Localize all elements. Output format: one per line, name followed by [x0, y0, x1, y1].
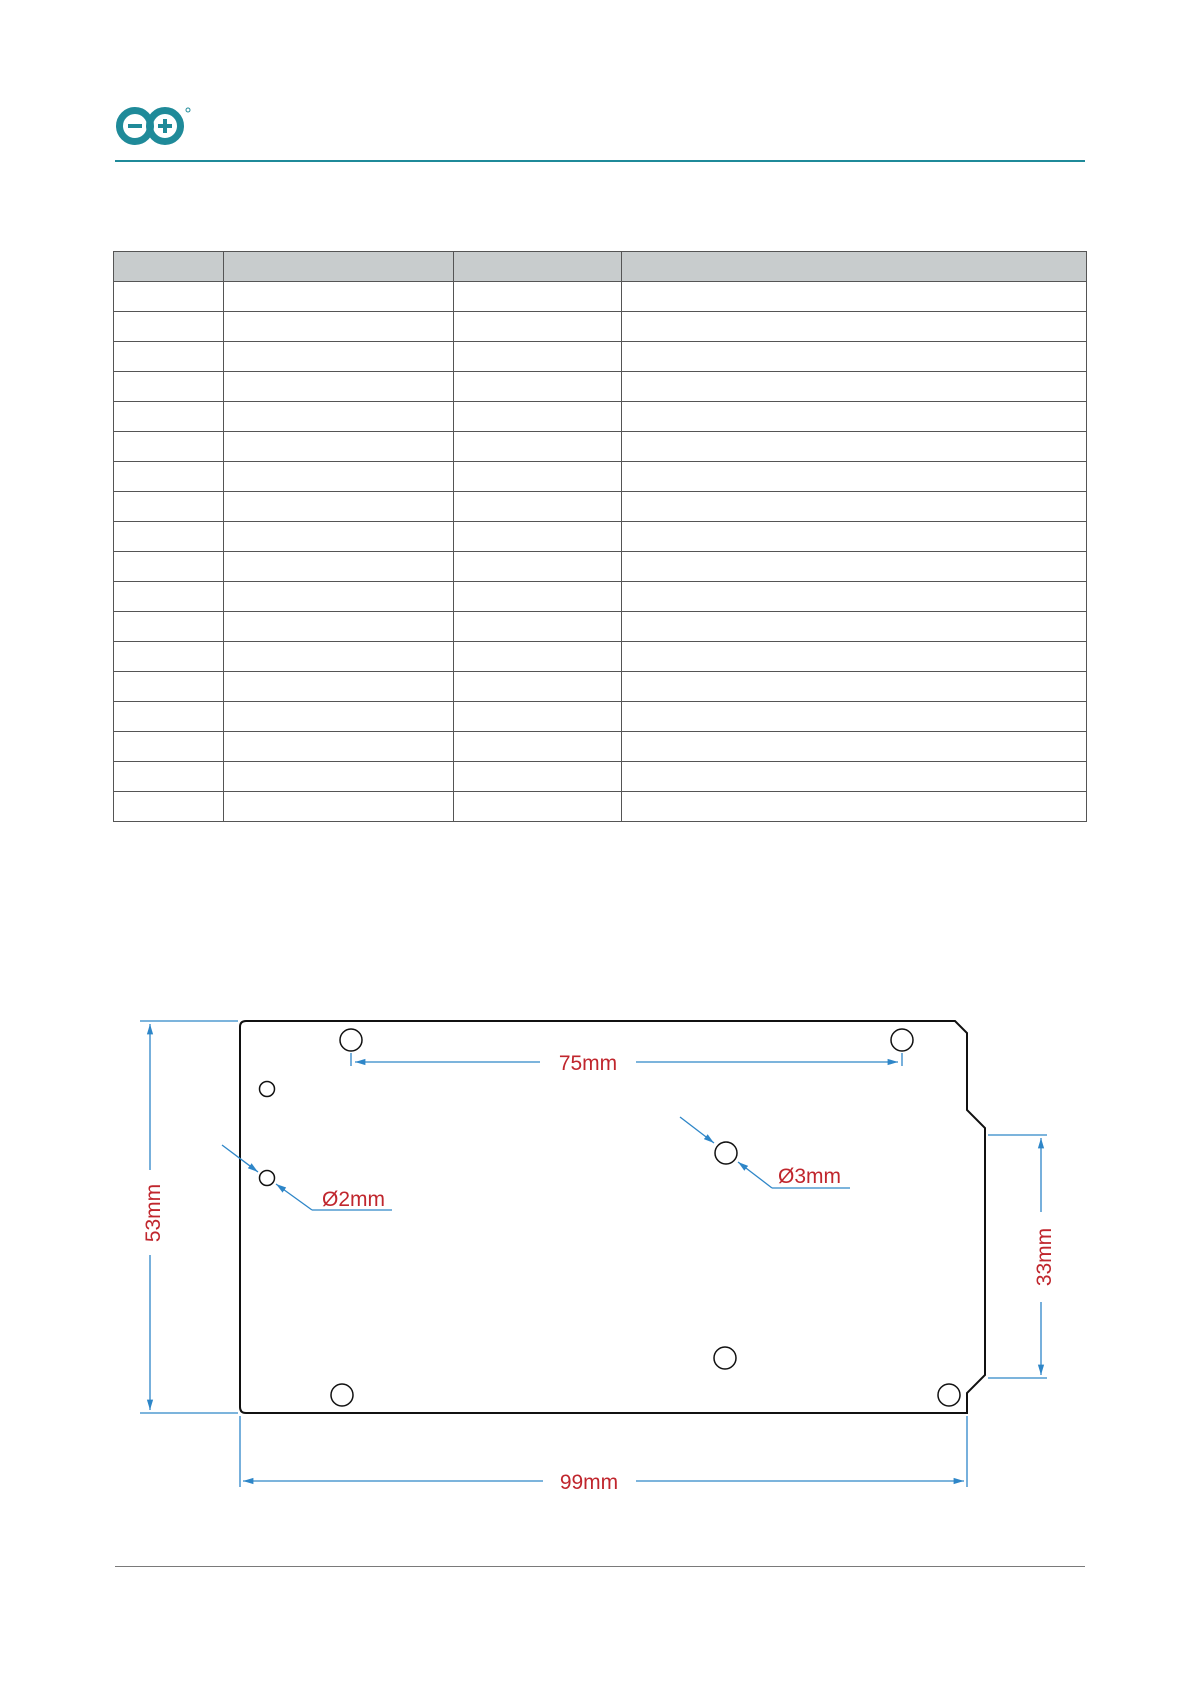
table-cell: [224, 762, 454, 792]
table-cell: [224, 702, 454, 732]
table-cell: [114, 582, 224, 612]
table-cell: [454, 702, 622, 732]
table-cell: [454, 612, 622, 642]
table-cell: [454, 492, 622, 522]
table-cell: [114, 732, 224, 762]
table-cell: [622, 792, 1087, 822]
table-header-cell: [114, 252, 224, 282]
header-rule: [115, 160, 1085, 162]
mounting-hole: [260, 1082, 275, 1097]
table-header-cell: [622, 252, 1087, 282]
height-label: 53mm: [142, 1183, 165, 1243]
table-row: [114, 522, 1087, 552]
table-row: [114, 462, 1087, 492]
mounting-hole: [891, 1029, 913, 1051]
table-cell: [622, 342, 1087, 372]
table-cell: [224, 672, 454, 702]
table-cell: [224, 582, 454, 612]
table-cell: [622, 402, 1087, 432]
table-cell: [224, 402, 454, 432]
table-cell: [622, 582, 1087, 612]
connector-height-label: 33mm: [1033, 1227, 1056, 1287]
table-cell: [622, 642, 1087, 672]
table-header-cell: [224, 252, 454, 282]
table-cell: [454, 762, 622, 792]
table-cell: [114, 762, 224, 792]
table-row: [114, 702, 1087, 732]
table-cell: [622, 492, 1087, 522]
table-cell: [454, 732, 622, 762]
table-cell: [622, 612, 1087, 642]
table-cell: [224, 372, 454, 402]
table-cell: [622, 672, 1087, 702]
table-row: [114, 342, 1087, 372]
table-cell: [114, 432, 224, 462]
table-cell: [224, 282, 454, 312]
mounting-hole: [714, 1347, 736, 1369]
board-outline: [240, 1021, 985, 1413]
table-cell: [454, 342, 622, 372]
table-cell: [622, 282, 1087, 312]
table-cell: [454, 312, 622, 342]
table-cell: [224, 312, 454, 342]
table-header-cell: [454, 252, 622, 282]
table-cell: [114, 492, 224, 522]
table-row: [114, 432, 1087, 462]
table-cell: [114, 522, 224, 552]
table-row: [114, 492, 1087, 522]
table-cell: [454, 522, 622, 552]
table-cell: [114, 612, 224, 642]
table-cell: [454, 432, 622, 462]
mounting-hole: [331, 1384, 353, 1406]
small-hole-label: Ø2mm: [322, 1188, 385, 1211]
table-header-row: [114, 252, 1087, 282]
table-cell: [224, 522, 454, 552]
table-row: [114, 372, 1087, 402]
table-cell: [622, 702, 1087, 732]
mounting-hole: [340, 1029, 362, 1051]
table-cell: [224, 432, 454, 462]
table-cell: [114, 552, 224, 582]
table-cell: [114, 402, 224, 432]
table-cell: [114, 792, 224, 822]
table-cell: [454, 372, 622, 402]
table-cell: [224, 642, 454, 672]
table-row: [114, 762, 1087, 792]
table-cell: [454, 552, 622, 582]
large-hole-label: Ø3mm: [778, 1165, 841, 1188]
table-cell: [224, 552, 454, 582]
mounting-hole: [938, 1384, 960, 1406]
table-cell: [114, 372, 224, 402]
table-cell: [454, 642, 622, 672]
arduino-logo: [113, 104, 193, 150]
mounting-hole: [715, 1142, 737, 1164]
table-cell: [454, 672, 622, 702]
table-cell: [114, 282, 224, 312]
table-cell: [622, 462, 1087, 492]
table-cell: [114, 702, 224, 732]
table-cell: [114, 312, 224, 342]
table-cell: [622, 522, 1087, 552]
table-row: [114, 552, 1087, 582]
table-cell: [114, 642, 224, 672]
table-row: [114, 612, 1087, 642]
table-row: [114, 312, 1087, 342]
table-cell: [454, 282, 622, 312]
table-cell: [224, 612, 454, 642]
table-cell: [114, 672, 224, 702]
large-hole-leader: [680, 1117, 714, 1143]
table-cell: [224, 792, 454, 822]
table-cell: [454, 582, 622, 612]
hole-spacing-label: 75mm: [558, 1052, 618, 1075]
table-cell: [622, 762, 1087, 792]
mounting-hole: [260, 1171, 275, 1186]
table-row: [114, 732, 1087, 762]
table-cell: [114, 462, 224, 492]
table-row: [114, 402, 1087, 432]
table-cell: [454, 462, 622, 492]
pin-table: [113, 251, 1087, 822]
table-cell: [224, 492, 454, 522]
arduino-infinity-logo-icon: [113, 104, 193, 150]
board-outline-drawing: [120, 1010, 1070, 1510]
table-row: [114, 282, 1087, 312]
table-row: [114, 672, 1087, 702]
table-cell: [454, 792, 622, 822]
table-cell: [224, 462, 454, 492]
table-cell: [622, 552, 1087, 582]
table-cell: [454, 402, 622, 432]
table-cell: [622, 732, 1087, 762]
table-cell: [114, 342, 224, 372]
footer-rule: [115, 1566, 1085, 1567]
table-row: [114, 642, 1087, 672]
table-row: [114, 792, 1087, 822]
table-cell: [622, 432, 1087, 462]
table-cell: [224, 732, 454, 762]
width-label: 99mm: [559, 1471, 619, 1494]
table-row: [114, 582, 1087, 612]
table-cell: [224, 342, 454, 372]
table-cell: [622, 372, 1087, 402]
table-cell: [622, 312, 1087, 342]
